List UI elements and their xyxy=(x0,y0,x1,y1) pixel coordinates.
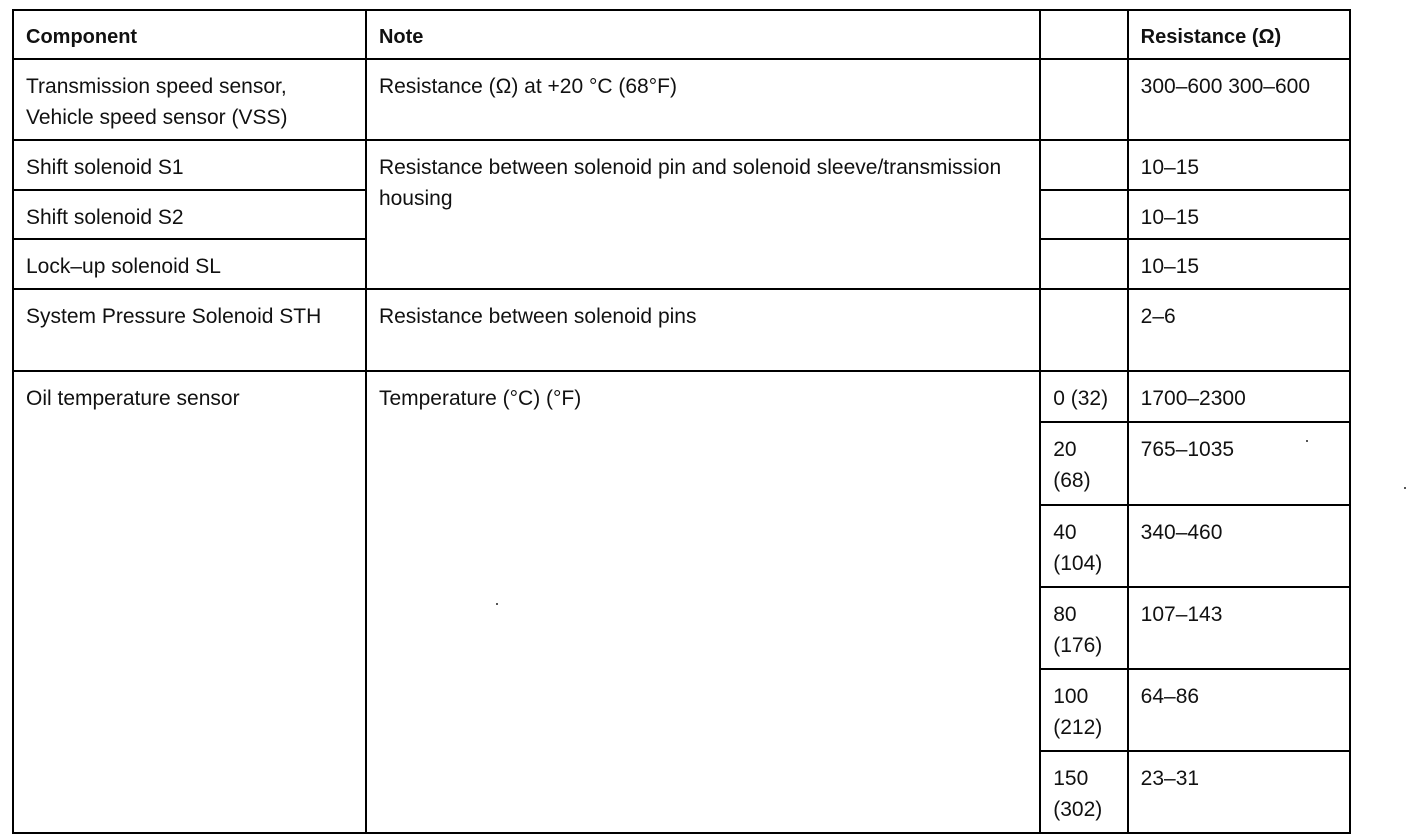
cell-resistance: 2–6 xyxy=(1128,289,1350,371)
cell-note: Resistance between solenoid pin and solenoid sleeve/transmission housing xyxy=(366,140,1040,289)
table-header-row xyxy=(13,10,1350,59)
header-temperature xyxy=(1040,10,1127,59)
cell-resistance: 10–15 xyxy=(1128,140,1350,190)
cell-resistance: 10–15 xyxy=(1128,239,1350,289)
cell-note: Resistance between solenoid pins xyxy=(366,289,1040,371)
table-row xyxy=(13,59,1350,140)
cell-temperature xyxy=(1040,239,1127,289)
cell-temperature xyxy=(1040,140,1127,190)
cell-note: Temperature (°C) (°F) xyxy=(366,371,1040,833)
cell-component: Shift solenoid S2 xyxy=(13,190,366,239)
scan-speck xyxy=(1306,440,1308,442)
cell-temperature xyxy=(1040,190,1127,239)
header-component: Component xyxy=(13,10,366,59)
cell-note: Resistance (Ω) at +20 °C (68°F) xyxy=(366,59,1040,140)
cell-resistance: 1700–2300 xyxy=(1128,371,1350,422)
cell-temperature: 80 (176) xyxy=(1040,587,1127,669)
cell-resistance: 23–31 xyxy=(1128,751,1350,833)
cell-resistance: 107–143 xyxy=(1128,587,1350,669)
cell-component: Transmission speed sensor, Vehicle speed sensor (VSS) xyxy=(13,59,366,140)
cell-component: Lock–up solenoid SL xyxy=(13,239,366,289)
cell-temperature: 40 (104) xyxy=(1040,505,1127,587)
cell-resistance: 300–600 300–600 xyxy=(1128,59,1350,140)
table-row xyxy=(13,140,1350,190)
cell-resistance: 765–1035 xyxy=(1128,422,1350,505)
header-resistance: Resistance (Ω) xyxy=(1128,10,1350,59)
header-note: Note xyxy=(366,10,1040,59)
cell-temperature: 100 (212) xyxy=(1040,669,1127,751)
cell-component: System Pressure Solenoid STH xyxy=(13,289,366,371)
table-row xyxy=(13,371,1350,422)
cell-temperature xyxy=(1040,59,1127,140)
cell-resistance: 10–15 xyxy=(1128,190,1350,239)
resistance-spec-table xyxy=(12,9,1351,834)
cell-resistance: 64–86 xyxy=(1128,669,1350,751)
cell-resistance: 340–460 xyxy=(1128,505,1350,587)
cell-temperature: 150 (302) xyxy=(1040,751,1127,833)
scan-speck xyxy=(496,603,498,605)
table-row xyxy=(13,289,1350,371)
cell-temperature xyxy=(1040,289,1127,371)
scan-speck xyxy=(1404,487,1406,489)
cell-component: Oil temperature sensor xyxy=(13,371,366,833)
cell-temperature: 20 (68) xyxy=(1040,422,1127,505)
cell-component: Shift solenoid S1 xyxy=(13,140,366,190)
cell-temperature: 0 (32) xyxy=(1040,371,1127,422)
